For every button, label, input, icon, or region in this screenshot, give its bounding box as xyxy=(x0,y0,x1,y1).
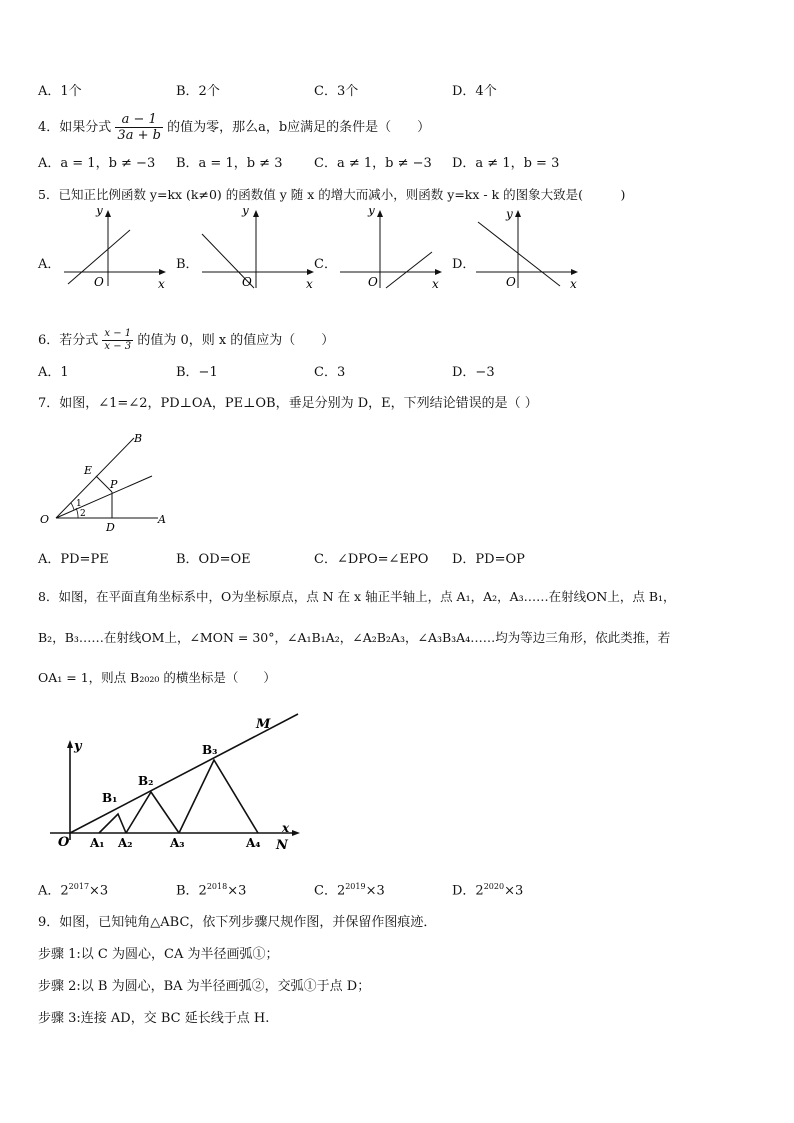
label-y: y xyxy=(74,739,82,754)
label-n: N xyxy=(276,838,288,853)
q6-option-d: D．−3 xyxy=(452,365,495,380)
label-o: O xyxy=(58,835,70,850)
q5-graph-d xyxy=(472,208,584,290)
label-a: A xyxy=(158,513,166,526)
q5-label-d: D． xyxy=(452,257,476,272)
q8-option-d-base: D．2 xyxy=(452,883,484,899)
q5-graph-c xyxy=(336,208,448,290)
label-a4: A₄ xyxy=(246,836,261,850)
q4-option-d: D．a ≠ 1，b = 3 xyxy=(452,156,560,171)
q7-option-d: D．PD=OP xyxy=(452,552,525,567)
q8-option-c xyxy=(314,878,385,900)
label-angle-1: 1 xyxy=(76,499,82,509)
q6-frac-num: x − 1 xyxy=(104,328,132,339)
y-arrow-icon xyxy=(253,210,259,217)
q4-suffix: 的值为零，那么a，b应满足的条件是（ ） xyxy=(167,120,431,135)
q4-option-a: A．a = 1，b ≠ −3 xyxy=(38,156,156,171)
q7-figure xyxy=(38,430,178,532)
q4-prefix: 4．如果分式 xyxy=(38,120,112,135)
q9-step2: 步骤 2:以 B 为圆心，BA 为半径画弧②，交弧①于点 D； xyxy=(38,979,371,994)
y-label: y xyxy=(242,208,249,217)
q6-option-c: C．3 xyxy=(314,365,346,380)
label-b: B xyxy=(134,432,143,445)
q8-option-a xyxy=(38,878,108,900)
origin-label: O xyxy=(506,275,516,289)
label-m: M xyxy=(256,717,271,732)
ray-ob xyxy=(56,438,134,518)
q6-prefix: 6．若分式 xyxy=(38,333,99,348)
label-p: P xyxy=(110,478,118,491)
q5-graph-b xyxy=(198,208,320,290)
function-line xyxy=(478,222,560,286)
x-label: x xyxy=(570,277,577,290)
q6-frac-den: x − 3 xyxy=(104,341,132,352)
y-arrow-icon xyxy=(105,210,111,217)
triangle-1 xyxy=(99,814,126,833)
q5-label-b: B． xyxy=(176,257,199,272)
q6-option-a: A．1 xyxy=(38,365,69,380)
x-arrow-icon xyxy=(571,269,578,275)
label-a1: A₁ xyxy=(90,836,105,850)
q8-option-a-base: A．2 xyxy=(38,883,69,899)
q7-stem: 7．如图，∠1=∠2，PD⊥OA，PE⊥OB，垂足分别为 D，E，下列结论错误的是（ ） xyxy=(38,396,538,411)
angle-1-arc xyxy=(71,503,74,510)
origin-label: O xyxy=(94,275,104,289)
q4-frac-den: 3a + b xyxy=(117,128,161,143)
q8-option-d xyxy=(452,878,523,900)
label-d: D xyxy=(106,521,115,532)
q3-option-a: A．1个 xyxy=(38,84,82,99)
q3-option-c: C．3个 xyxy=(314,84,359,99)
function-line xyxy=(386,252,432,288)
q5-label-a: A． xyxy=(38,257,61,272)
y-arrow-icon xyxy=(515,210,521,217)
q3-option-d: D．4个 xyxy=(452,84,497,99)
q4-option-b: B．a = 1，b ≠ 3 xyxy=(176,156,283,171)
q8-option-c-exp: 2019 xyxy=(345,882,366,891)
label-b2: B₂ xyxy=(138,774,154,788)
q9-stem: 9．如图，已知钝角△ABC，依下列步骤尺规作图，并保留作图痕迹． xyxy=(38,915,437,930)
q8-option-b-exp: 2018 xyxy=(206,882,228,891)
label-e: E xyxy=(84,464,93,477)
q6-suffix: 的值为 0，则 x 的值应为（ ） xyxy=(137,333,335,348)
q4-option-c: C．a ≠ 1，b ≠ −3 xyxy=(314,156,432,171)
q8-option-c-base: C．2 xyxy=(314,883,346,899)
q4-frac-num: a − 1 xyxy=(115,112,163,128)
x-label: x xyxy=(158,277,165,290)
q8-figure xyxy=(46,708,306,856)
triangle-2 xyxy=(126,792,179,833)
label-b1: B₁ xyxy=(102,791,118,805)
q8-option-c-tail: ×3 xyxy=(365,883,385,899)
q7-option-a: A．PD=PE xyxy=(38,552,109,567)
ray-op xyxy=(56,476,152,518)
q6-stem xyxy=(38,328,334,353)
q7-option-c: C．∠DPO=∠EPO xyxy=(314,552,429,567)
q8-line1: 8．如图，在平面直角坐标系中，O为坐标原点，点 N 在 x 轴正半轴上，点 A₁，A₂，A₃……在射线ON上，点 B₁， xyxy=(38,589,676,604)
q6-fraction xyxy=(102,328,133,353)
label-x: x xyxy=(282,821,290,835)
q7-option-b: B．OD=OE xyxy=(176,552,251,567)
q5-stem: 5．已知正比例函数 y=kx (k≠0) 的函数值 y 随 x 的增大而减小，则函数 y=kx - k 的图象大致是( ) xyxy=(38,187,626,202)
x-arrow-icon xyxy=(159,269,166,275)
x-arrow-icon xyxy=(435,269,442,275)
y-label: y xyxy=(506,208,513,221)
origin-label: O xyxy=(368,275,378,289)
q3-option-b: B．2个 xyxy=(176,84,220,99)
q8-line3: OA₁ = 1，则点 B₂₀₂₀ 的横坐标是（ ） xyxy=(38,670,276,685)
q5-label-c: C． xyxy=(314,257,337,272)
q8-option-a-exp: 2017 xyxy=(68,882,90,891)
x-arrow-icon xyxy=(292,830,300,836)
triangle-3 xyxy=(179,760,258,833)
label-a3: A₃ xyxy=(170,836,185,850)
label-o: O xyxy=(40,513,50,526)
q8-option-b xyxy=(176,878,246,900)
q8-option-a-tail: ×3 xyxy=(89,883,109,899)
q4-stem xyxy=(38,112,430,143)
x-label: x xyxy=(432,277,439,290)
label-angle-2: 2 xyxy=(80,509,86,519)
q8-line2: B₂，B₃……在射线OM上，∠MON = 30°，∠A₁B₁A₂，∠A₂B₂A₃，∠A₃B₃A₄……均为等边三角形，依此类推，若 xyxy=(38,630,671,645)
q6-option-b: B．−1 xyxy=(176,365,218,380)
q8-option-d-exp: 2020 xyxy=(483,882,505,891)
q9-step3: 步骤 3:连接 AD，交 BC 延长线于点 H. xyxy=(38,1011,270,1026)
x-arrow-icon xyxy=(307,269,314,275)
label-b3: B₃ xyxy=(202,743,218,757)
y-label: y xyxy=(368,208,375,217)
angle-2-arc xyxy=(76,508,78,518)
label-a2: A₂ xyxy=(118,836,133,850)
q8-option-b-tail: ×3 xyxy=(227,883,247,899)
q4-fraction xyxy=(115,112,163,143)
y-arrow-icon xyxy=(377,210,383,217)
origin-label: O xyxy=(242,275,252,289)
q5-graph-a xyxy=(60,208,172,290)
y-arrow-icon xyxy=(67,740,73,748)
q8-option-b-base: B．2 xyxy=(176,883,207,899)
q8-option-d-tail: ×3 xyxy=(504,883,524,899)
x-label: x xyxy=(306,277,313,290)
q9-step1: 步骤 1:以 C 为圆心，CA 为半径画弧①； xyxy=(38,947,279,962)
y-label: y xyxy=(96,208,103,217)
